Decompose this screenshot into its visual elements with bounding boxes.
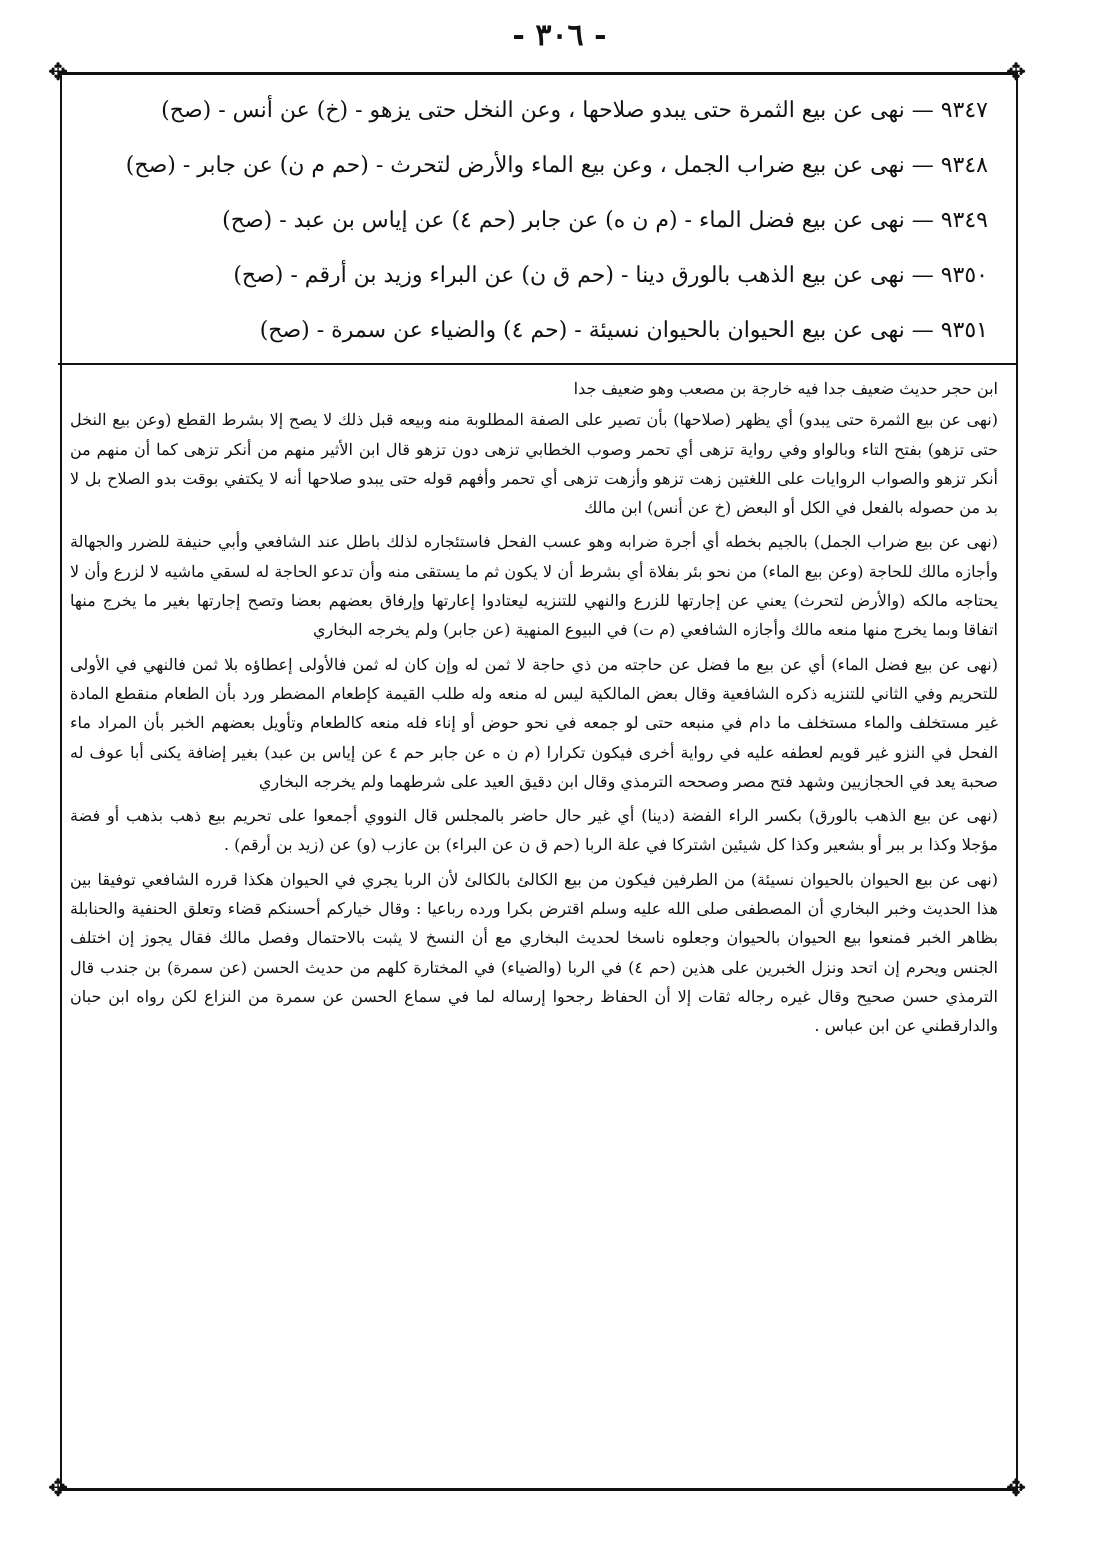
hadith-item: ٩٣٤٨ — نهى عن بيع ضراب الجمل ، وعن بيع الماء والأرض لتحرث - (حم م ن) عن جابر - (صح) — [125, 153, 988, 178]
page-number: - ٣٠٦ - — [512, 18, 607, 53]
commentary-intro: ابن حجر حديث ضعيف جدا فيه خارجة بن مصعب وهو ضعيف جدا — [573, 379, 998, 398]
top-rule — [58, 72, 1018, 75]
commentary-paragraph: (نهى عن بيع فضل الماء) أي عن بيع ما فضل عن حاجته من ذي حاجة لا ثمن له وإن كان له ثمن فالأولى إعطاؤه بلا ثمن فالنهي في الأولى للتحريم وفي الثاني للتنزيه ذكره الشافعية وقال بعض المالكية ليس له منعه وله طلب القيمة كإطعام المضطر ورد بأن الطعام منقطع المادة غير مستخلف والماء مستخلف ما دام في منبعه حتى لو جمعه في نحو حوض أو إناء فله منعه كالطعام وتأويل بعضهم الخبر بأن المراد ماء الفحل في النزو غير قويم لعطفه عليه في رواية أخرى فيكون تكرارا (م ن ه عن جابر حم ٤ عن إياس بن عبد) بغير إضافة يكنى أبا عوف له صحبة يعد في الحجازيين وشهد فتح مصر وصححه الترمذي وقال ابن دقيق العيد على شرطهما ولم يخرجه البخاري — [70, 654, 999, 791]
hadith-list — [70, 86, 988, 361]
commentary — [70, 374, 998, 1046]
corner-ornament-icon: ✥ — [47, 58, 69, 86]
right-border — [1016, 75, 1018, 1488]
commentary-paragraph: (نهى عن بيع ضراب الجمل) بالجيم بخطه أي أجرة ضرابه وهو عسب الفحل فاستئجاره لذلك باطل عند الشافعي وأبي حنيفة للضرر والجهالة وأجازه مالك للحاجة (وعن بيع الماء) من نحو بئر بفلاة أي بشرط أن لا يكون ثم ما يستقى منه وأن تدعو الحاجة له لسقي ماشيه لا لزرع وأن لا يحتاجه مالكه (والأرض لتحرث) يعني عن إجارتها للزرع والنهي للتنزيه ليعتادوا إعارتها وإرفاق بعضهم بعضا وتصح إجارتها بغير ما يخرج منها اتفاقا وبما يخرج منها منعه مالك وأجازه الشافعي (م ت) في البيوع المنهية (عن جابر) ولم يخرجه البخاري — [70, 532, 999, 640]
commentary-paragraph: (نهى عن بيع الحيوان بالحيوان نسيئة) من الطرفين فيكون من بيع الكالئ بالكالئ لأن الربا يجري في الحيوان هكذا قرره الشافعي توفيقا بين هذا الحديث وخبر البخاري أن المصطفى صلى الله عليه وسلم اقترض بكرا ورده رباعيا : وقال خياركم أحسنكم قضاء وتعلق الحنفية والحنابلة بظاهر الخبر فمنعوا بيع الحيوان بالحيوان وجعلوه ناسخا لحديث البخاري مع أن النسخ لا يثبت بالاحتمال وفصل مالك فقال يجوز إن اختلف الجنس ويحرم إن اتحد ونزل الخبرين على هذين (حم ٤) في الربا (والضياء) في المختارة كلهم من حديث الحسن (عن سمرة) بن جندب قال الترمذي حسن صحيح وقال غيره رجاله ثقات إلا أن الحفاظ رجحوا إرساله لما في سماع الحسن عن سمرة من النزاع لكن رواه ابن حبان والدارقطني عن ابن عباس . — [70, 869, 998, 1036]
bottom-rule — [58, 1488, 1018, 1491]
corner-ornament-icon: ✥ — [1005, 58, 1027, 86]
commentary-paragraph: (نهى عن بيع الثمرة حتى يبدو) أي يظهر (صلاحها) بأن تصير على الصفة المطلوبة منه وبيعه قبل ذلك لا يصح إلا بشرط القطع (وعن بيع النخل حتى تزهو) بفتح التاء وبالواو وفي رواية تزهى أي تحمر وصوب الخطابي تزهى دون تزهو قال ابن الأثير منهم من أنكر تزهى كما أن منهم من أنكر تزهو والصواب الروايات على اللغتين زهت تزهو وأزهت تزهى أي تحمر وأفهم قوله حتى يبدو صلاحها أنه لا يكتفي بوقت بدو الصلاح بل لا بد من حصوله بالفعل في الكل أو البعض (خ عن أنس) ابن مالك — [70, 410, 998, 518]
hadith-item: ٩٣٥٠ — نهى عن بيع الذهب بالورق دينا - (حم ق ن) عن البراء وزيد بن أرقم - (صح) — [233, 263, 988, 288]
hadith-item: ٩٣٤٧ — نهى عن بيع الثمرة حتى يبدو صلاحها ، وعن النخل حتى يزهو - (خ) عن أنس - (صح) — [161, 98, 988, 123]
separator-rule — [58, 363, 1018, 365]
hadith-item: ٩٣٥١ — نهى عن بيع الحيوان بالحيوان نسيئة - (حم ٤) والضياء عن سمرة - (صح) — [259, 318, 988, 343]
commentary-paragraph: (نهى عن بيع الذهب بالورق) بكسر الراء الفضة (دينا) أي غير حال حاضر بالمجلس قال النووي أجمعوا على تحريم بيع ذهب بذهب أو فضة مؤجلا وكذا بر ببر أو بشعير وكذا كل شيئين اشتركا في علة الربا (حم ق ن عن البراء) بن عازب (و) عن (زيد بن أرقم) . — [70, 806, 998, 855]
corner-ornament-icon: ✥ — [47, 1474, 69, 1502]
left-border — [60, 75, 62, 1488]
hadith-item: ٩٣٤٩ — نهى عن بيع فضل الماء - (م ن ه) عن جابر (حم ٤) عن إياس بن عبد - (صح) — [222, 208, 988, 233]
corner-ornament-icon: ✥ — [1005, 1474, 1027, 1502]
